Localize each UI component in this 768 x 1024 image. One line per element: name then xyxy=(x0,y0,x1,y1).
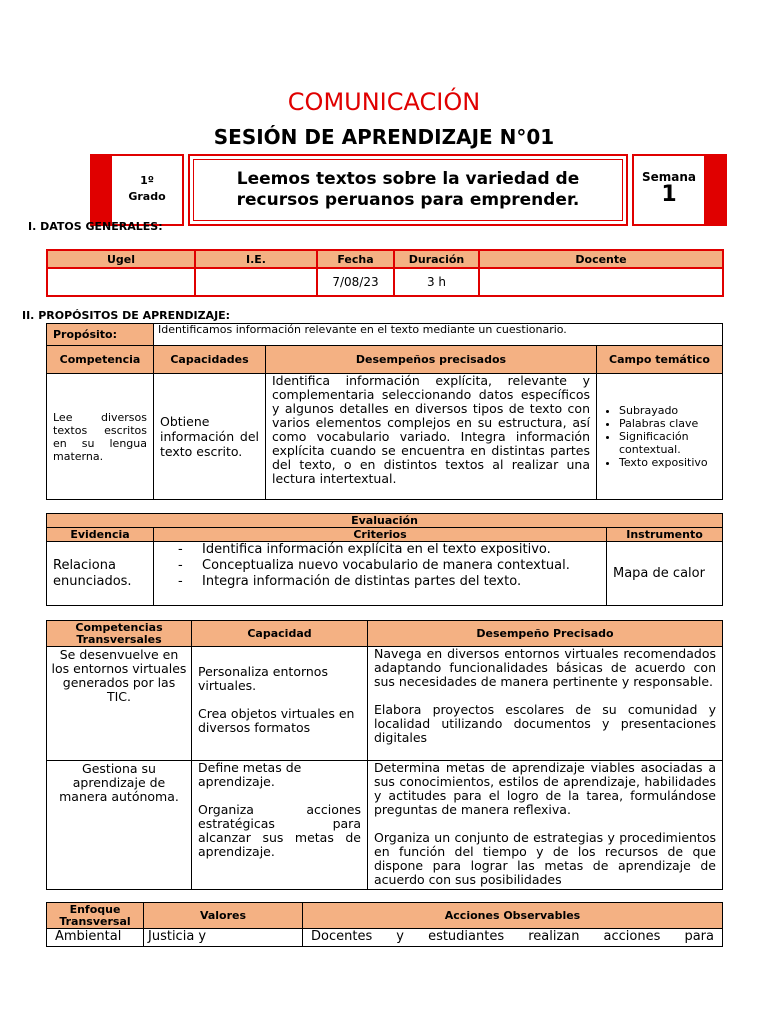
transversal-desempeno-2 xyxy=(368,761,723,890)
col-enfoque: Enfoque Transversal xyxy=(47,903,144,929)
instrumento-text: Mapa de calor xyxy=(607,542,723,606)
col-docente: Docente xyxy=(479,250,723,268)
ie-value xyxy=(195,268,317,296)
ugel-value xyxy=(47,268,195,296)
col-desempeno-precisado: Desempeño Precisado xyxy=(368,621,723,647)
col-competencia: Competencia xyxy=(47,346,154,374)
capacidad-item: Define metas de aprendizaje. xyxy=(198,760,302,789)
transversal-competencia-1: Se desenvuelve en los entornos virtuales generados por las TIC. xyxy=(47,647,192,761)
col-acciones: Acciones Observables xyxy=(303,903,723,929)
desempeno-item: Navega en diversos entornos virtuales recomendados adaptando funcionalidades básicas de acuerdo con sus necesidades de manera pertinente y responsable. xyxy=(374,646,716,689)
col-competencias-transversales: Competencias Transversales xyxy=(47,621,192,647)
week-label: Semana xyxy=(641,170,697,184)
col-criterios: Criterios xyxy=(154,528,607,542)
col-duracion: Duración xyxy=(394,250,479,268)
fecha-value: 7/08/23 xyxy=(317,268,394,296)
col-capacidades: Capacidades xyxy=(154,346,266,374)
valores-value: Justicia y xyxy=(144,929,303,947)
list-item: • Subrayado xyxy=(619,404,718,417)
title-box-outer xyxy=(188,154,628,226)
evaluation-title: Evaluación xyxy=(47,514,723,528)
capacidad-text: Obtiene información del texto escrito. xyxy=(154,374,266,500)
transversal-table xyxy=(46,620,723,890)
list-item: - Conceptualiza nuevo vocabulario de manera contextual. xyxy=(166,558,600,574)
desempeno-item: Elabora proyectos escolares de su comunidad y localidad utilizando documentos y presentaciones digitales xyxy=(374,702,716,745)
session-title: SESIÓN DE APRENDIZAJE N°01 xyxy=(213,125,555,149)
list-item: • Palabras clave xyxy=(619,417,718,430)
transversal-capacidad-2 xyxy=(192,761,368,890)
col-ie: I.E. xyxy=(195,250,317,268)
list-item: • Texto expositivo xyxy=(619,456,718,469)
title-box-inner xyxy=(193,159,623,221)
general-data-table xyxy=(46,249,724,297)
col-fecha: Fecha xyxy=(317,250,394,268)
evaluation-table xyxy=(46,513,723,606)
acciones-value: Docentes y estudiantes realizan acciones para xyxy=(303,929,723,947)
red-block-left xyxy=(90,154,110,226)
transversal-competencia-2: Gestiona su aprendizaje de manera autónoma. xyxy=(47,761,192,890)
page-title: COMUNICACIÓN xyxy=(287,88,481,116)
section-1-heading: I. DATOS GENERALES: xyxy=(28,220,163,233)
evidencia-text: Relaciona enunciados. xyxy=(47,542,154,606)
transversal-capacidad-1 xyxy=(192,647,368,761)
capacidad-item: Personaliza entornos virtuales. xyxy=(198,664,328,693)
section-2-heading: II. PROPÓSITOS DE APRENDIZAJE: xyxy=(22,309,231,322)
week-number: 1 xyxy=(661,182,677,207)
col-instrumento: Instrumento xyxy=(607,528,723,542)
enfoque-value: Ambiental xyxy=(47,929,144,947)
grade-number: 1º xyxy=(140,174,154,187)
list-item: • Significación contextual. xyxy=(619,430,718,456)
list-item: - Integra información de distintas partes del texto. xyxy=(166,574,600,590)
header-band xyxy=(90,154,727,226)
col-campo: Campo temático xyxy=(597,346,723,374)
transversal-desempeno-1 xyxy=(368,647,723,761)
week-box xyxy=(632,154,706,226)
campo-list xyxy=(601,404,718,469)
capacidad-item: Crea objetos virtuales en diversos formatos xyxy=(198,706,355,735)
enfoque-table xyxy=(46,902,723,947)
campo-tematico xyxy=(597,374,723,500)
duracion-value: 3 h xyxy=(394,268,479,296)
list-item: - Identifica información explícita en el texto expositivo. xyxy=(166,542,600,558)
desempeno-text: Identifica información explícita, relevante y complementaria seleccionando datos específicos y algunos detalles en diversos tipos de texto con varios elementos complejos en su estructura, así como vocabulario variado. Integra información explícita cuando se encuentra en distintas partes del texto, o en distintos textos al realizar una lectura intertextual. xyxy=(266,374,597,500)
purpose-label: Propósito: xyxy=(47,324,154,346)
col-valores: Valores xyxy=(144,903,303,929)
criterios-list xyxy=(166,542,600,590)
col-evidencia: Evidencia xyxy=(47,528,154,542)
col-ugel: Ugel xyxy=(47,250,195,268)
purpose-text: Identificamos información relevante en el texto mediante un cuestionario. xyxy=(154,324,723,346)
criterios-cell xyxy=(154,542,607,606)
purpose-table xyxy=(46,323,723,500)
grade-label: Grado xyxy=(128,190,166,203)
grade-box xyxy=(110,154,184,226)
col-desempenos: Desempeños precisados xyxy=(266,346,597,374)
desempeno-item: Organiza un conjunto de estrategias y procedimientos en función del tiempo y de los recursos de que dispone para lograr las metas de aprendizaje de acuerdo con sus posibilidades xyxy=(374,830,716,887)
capacidad-item: Organiza acciones estratégicas para alcanzar sus metas de aprendizaje. xyxy=(198,802,361,859)
desempeno-item: Determina metas de aprendizaje viables asociadas a sus conocimientos, estilos de aprendizaje, habilidades y actitudes para el logro de la tarea, formulándose preguntas de manera reflexiva. xyxy=(374,760,716,817)
competencia-text: Lee diversos textos escritos en su lengua materna. xyxy=(47,374,154,500)
session-topic: Leemos textos sobre la variedad de recursos peruanos para emprender. xyxy=(236,169,580,210)
docente-value xyxy=(479,268,723,296)
red-block-right xyxy=(706,154,727,226)
col-capacidad: Capacidad xyxy=(192,621,368,647)
